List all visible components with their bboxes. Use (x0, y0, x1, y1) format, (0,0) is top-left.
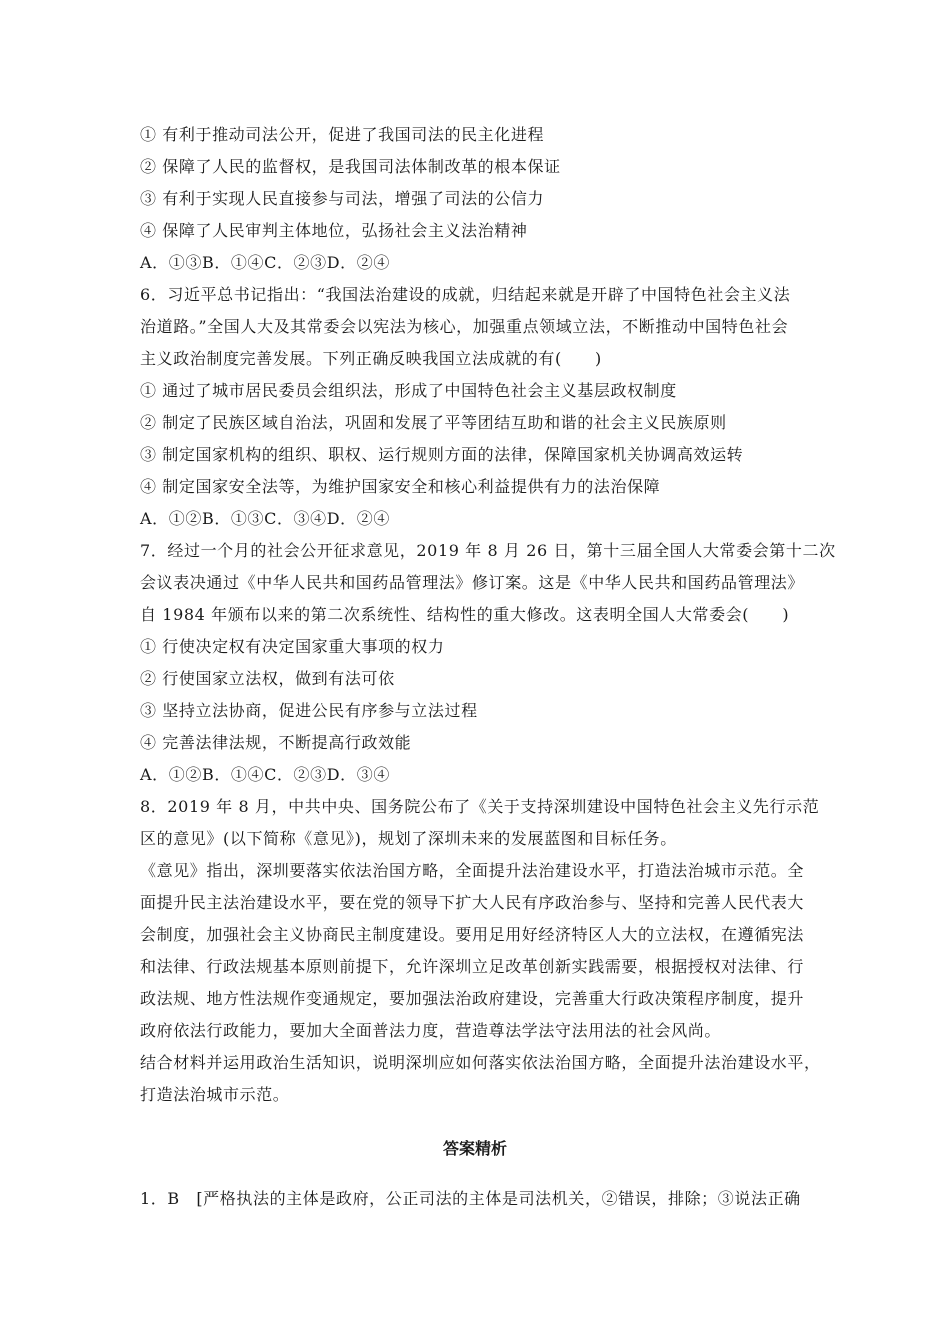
material-paragraph: 和法律、行政法规基本原则前提下，允许深圳立足改革创新实践需要，根据授权对法律、行 (140, 957, 805, 976)
option-line: ④ 完善法律法规，不断提高行政效能 (140, 733, 412, 752)
option-line: ① 行使决定权有决定国家重大事项的权力 (140, 637, 445, 656)
material-paragraph: 政法规、地方性法规作变通规定，要加强法治政府建设，完善重大行政决策程序制度，提升 (140, 989, 805, 1008)
material-paragraph: 《意见》指出，深圳要落实依法治国方略，全面提升法治建设水平，打造法治城市示范。全 (140, 861, 805, 880)
option-line: ④ 制定国家安全法等，为维护国家安全和核心利益提供有力的法治保障 (140, 477, 661, 496)
option-line: ② 保障了人民的监督权，是我国司法体制改革的根本保证 (140, 157, 561, 176)
question-6-text: 主义政治制度完善发展。下列正确反映我国立法成就的有( ) (140, 349, 602, 368)
option-line: ④ 保障了人民审判主体地位，弘扬社会主义法治精神 (140, 221, 528, 240)
answer-choices: A．①③B．①④C．②③D．②④ (140, 253, 390, 272)
answer-explanation: 1．B [严格执法的主体是政府，公正司法的主体是司法机关，②错误，排除；③说法正确 (140, 1189, 801, 1208)
material-paragraph: 会制度，加强社会主义协商民主制度建设。要用足用好经济特区人大的立法权，在遵循宪法 (140, 925, 805, 944)
question-7-text: 会议表决通过《中华人民共和国药品管理法》修订案。这是《中华人民共和国药品管理法》 (140, 573, 805, 592)
question-7-text: 自 1984 年颁布以来的第二次系统性、结构性的重大修改。这表明全国人大常委会( ) (140, 605, 790, 624)
option-line: ② 制定了民族区域自治法，巩固和发展了平等团结互助和谐的社会主义民族原则 (140, 413, 727, 432)
question-6-text: 治道路。”全国人大及其常委会以宪法为核心，加强重点领域立法，不断推动中国特色社会 (140, 317, 789, 336)
option-line: ① 有利于推动司法公开，促进了我国司法的民主化进程 (140, 125, 545, 144)
question-8-prompt: 打造法治城市示范。 (140, 1085, 290, 1104)
option-line: ③ 坚持立法协商，促进公民有序参与立法过程 (140, 701, 478, 720)
question-8-text: 8．2019 年 8 月，中共中央、国务院公布了《关于支持深圳建设中国特色社会主义先行示范 (140, 797, 820, 816)
option-line: ① 通过了城市居民委员会组织法，形成了中国特色社会主义基层政权制度 (140, 381, 677, 400)
option-line: ③ 有利于实现人民直接参与司法，增强了司法的公信力 (140, 189, 545, 208)
question-7-text: 7．经过一个月的社会公开征求意见，2019 年 8 月 26 日，第十三届全国人大常委会第十二次 (140, 541, 836, 560)
answer-choices: A．①②B．①④C．②③D．③④ (140, 765, 390, 784)
answer-section-heading: 答案精析 (442, 1139, 507, 1158)
option-line: ② 行使国家立法权，做到有法可依 (140, 669, 395, 688)
answer-choices: A．①②B．①③C．③④D．②④ (140, 509, 390, 528)
question-6-text: 6．习近平总书记指出：“我国法治建设的成就，归结起来就是开辟了中国特色社会主义法 (140, 285, 791, 304)
material-paragraph: 面提升民主法治建设水平，要在党的领导下扩大人民有序政治参与、坚持和完善人民代表大 (140, 893, 805, 912)
option-line: ③ 制定国家机构的组织、职权、运行规则方面的法律，保障国家机关协调高效运转 (140, 445, 744, 464)
question-8-text: 区的意见》(以下简称《意见》)，规划了深圳未来的发展蓝图和目标任务。 (140, 829, 677, 848)
question-8-prompt: 结合材料并运用政治生活知识，说明深圳应如何落实依法治国方略，全面提升法治建设水平， (140, 1053, 821, 1072)
material-paragraph: 政府依法行政能力，要加大全面普法力度，营造尊法学法守法用法的社会风尚。 (140, 1021, 722, 1040)
